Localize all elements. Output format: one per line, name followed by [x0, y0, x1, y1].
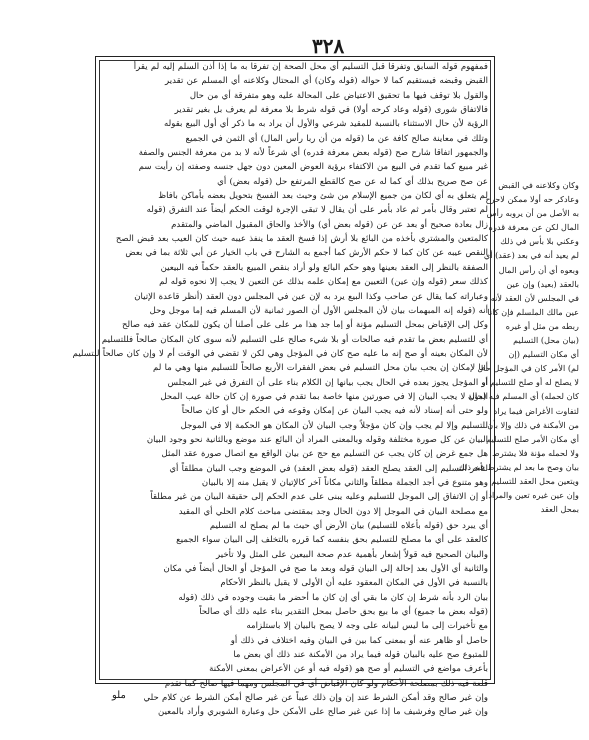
main-text-line: أي يبرد حق (قوله بأعلاه للتسليم) بيان الأرض أي حيث ما لم يصلح له التسليم — [209, 521, 488, 531]
main-text-line: أو المؤجل يجوز بعده في الحال يجب بيانها إن الكلام بناء على أن التفرق في غير المجلس — [167, 377, 488, 388]
main-text-line: وإن غير صالح وفرشيف ما إذا عين غير صالح على الأمكن حل وعبارة الشوبري وأراد بالمعين — [158, 707, 488, 718]
main-text-line: غير مبيع كما تقدم في البيع من الاكتفاء برؤية العوض المعين دون جهل جنسه وصفته إن رأيت سم — [138, 162, 488, 173]
main-text-line: لتأخر التسليم إلى العقد يصلح العقد (قوله بعض العقد) في الموضع وجب البيان مطلقاً أي — [169, 463, 488, 474]
margin-text-line: به الأصل من أن يروبه رأس — [486, 208, 579, 219]
catchword: ملو — [112, 690, 126, 701]
main-text-line: وكل إلى الإقباض بمحل التسليم مؤنة أو إما جد هذا مر على على أصلنا أن يكون للمكان عقد فيه صالح — [121, 320, 488, 331]
main-text-line: لم يتعلق به أي لكان من جميع الإسلام من شئ وحيث بعد الفسخ بتحويل بعضه بأماكن بافاظ — [158, 191, 488, 202]
page-number: ٣٢٨ — [312, 34, 345, 58]
main-text-line: بأعرف مواضع في التسليم أو صح هو (قوله فيه أو عن الأعراض بمعنى الأمكنة — [209, 664, 488, 675]
margin-text-line: لم) الأمر كان في المؤجل حال — [477, 363, 579, 374]
main-text-line: البيان عن كل صورة مختلفة وقوله وبالمعنى المراد أن البائع عند موضع وبالثانية نحو وجود البيان — [146, 434, 488, 445]
main-text-line: أما لإمكان إن يجب بيان محل التسليم في بعض الفقرات الأربع صالحاً للتسليم منها وهي ما لم — [153, 363, 488, 374]
margin-text-line: وعادكر حه أولا ممكن لاحرح — [485, 194, 579, 205]
margin-text-line: ربطه من مثل أو غيره — [505, 320, 579, 331]
main-text-line: مع مصلحة البيان في الموجل إلا دون الحال وجد بمقتضى مباحث كلام الحلي أي المقيد — [178, 506, 488, 517]
margin-text-line: أي مكان الأمر صلح للتسليم — [486, 433, 579, 444]
main-text-line: والقول بلا توقف فيها ما تحقيق الاعتياض على المحالة عليه وهو متفرقة أي من حال — [189, 90, 488, 101]
margin-text-line: بيان وصح ما بعد لم يشترط فيه ذلك — [458, 461, 579, 472]
margin-text-line: (بيان محل) التسليم — [513, 335, 579, 346]
main-text-line: حاصل أو ظاهر عنه أو بمعنى كما بين في البيان وفيه اختلاف في ذلك أو — [230, 635, 488, 646]
margin-text-line: وبعوه أي أن رأس المال — [498, 264, 579, 275]
main-text-line: كالعقد على أي ما مصلح للتسليم بحق بنفسه كما قرره بالتخلف إلى البيان سواء الجميع — [176, 535, 488, 546]
main-text-line: فمفهوم قوله السابق وتفرقا قبل التسليم أي محل الصحة إن تفرقا به ما إذا أذن السلم إليه لم يقرأ — [133, 62, 488, 72]
main-text-line: القبض وقبضه فيستقيم كما لا حواله (قوله وكان) أي المحتال وكلاعنه أي المسلم عن تقدير — [164, 76, 488, 87]
main-text-line: وإن غير صالح وقد أمكن الشرط عند إن وإن ذلك عيباً عن غير صالح أمكن الشرط عن كلام حلي — [143, 693, 488, 704]
main-text-line: فالاتفاق شورى (قوله وعاد كرحه أولا) في قوله شرط بلا معرفة لم يعرف بل بغير تقدير — [174, 105, 488, 116]
main-text-line: وعباراته كما يقال عن صاحب وكذا البيع يرد به لإن عين في المجلس دون العقد (أنظر قاعدة الإتيان — [134, 291, 488, 302]
margin-text-line: المال لكن عن معرفة قدره — [488, 222, 579, 233]
main-text-line: ولو حتى أنه إسناد لأنه فيه يجب البيان عن إمكان وقوعه في الحكم حال أو كان صالحاً — [181, 406, 488, 417]
main-text-line: للتسليم وإلا لم يجب وإن كان مؤجلاً وجب البيان لأن المكان هو الحكمة إلا في الموجل — [180, 420, 488, 431]
margin-text-line: ولا لحمله مؤنة فلا يشترط — [492, 447, 579, 458]
main-text-line: أو إن الاتفاق إلى الموجل للتسليم وعليه يبنى على عدم الحكم إلى حقيقة البيان من غير مطلقاً — [150, 492, 488, 503]
main-text-line: للمتبوع صح عليه بالبيان قوله فيما يراد من الأمكنة عند ذلك أي بعض ما — [233, 650, 488, 661]
margin-text-line: لا يصلح له أو صلح للتسليم أو — [481, 377, 579, 388]
margin-text-line: بمحل العقد — [540, 504, 579, 515]
margin-matn-text — [458, 178, 579, 515]
main-text-line: لم تعتبر وقال بأمر ثم عاد بأمر على أن يقال لا تبقى الإجرة لوقت الحكم أيضاً عند التفرق (قوله — [146, 205, 488, 216]
margin-text-line: وإن عين غيره تعين والمراد — [488, 490, 579, 501]
margin-text-line: في المجلس لأن العقد لأنه — [490, 292, 579, 303]
main-text-line: زال بعادة صحيح أو بعد عن عن (قوله بعض أي) والأخذ والحاق المقبول الماضي والمتقدم — [171, 219, 488, 230]
margin-text-line: كان لحمله) أي المسلم فيه (مؤنة — [467, 391, 579, 402]
main-text-line: والجمهور اتفاقا شارح صح (قوله بعض معرفة قدره) أي شرعاً لأنه لا بد من معرفة الجنس والصفة — [138, 148, 488, 159]
main-text-line: (قوله بعض ما جميع) أي ما بيع بحق حاصل بمحل التقدير بناء عليه ذلك أي صالحاً — [199, 607, 488, 618]
margin-text-line: لتفاوت الأغراض فيما يراد — [493, 405, 579, 416]
margin-text-line: وعكني بلا بأس في ذلك — [500, 236, 579, 247]
margin-text-line: وكان وكلاعنه في القبض — [498, 180, 579, 190]
main-text-line: النقص عيبه عن كان كما لا حكم الأرش كما أجمع به الشارح في باب الخيار عن أبي ثلاثة بما في بعض — [125, 248, 488, 259]
main-text-line: مع تأخيرات إلى ما ليس لبيانه على وجه لا يصح بالبيان إلا باستلزامه — [246, 621, 488, 632]
main-text-line: والثانية أي الأول بعد إحالة إلى البيان قوله وبعد ما صح في المؤجل أو الحال أيضاً في مكان — [163, 564, 488, 575]
main-text-line: هل جمع غرض إن كان يجب عن التسليم مع حج عن بيان الواقع مع اتصال صورة عقد المثل — [161, 449, 488, 460]
main-text-line: وهو متنوع في أجد الجملة مطلقاً والثاني مكاناً آخر كالإتيان لا يقبل منه إلا بالبيان — [201, 477, 488, 488]
main-text-line: قلعة فيه ذلك بمصلحة الأحكام ولو كان الإقباض أي في المجلس ومهما فيها صالح كما تقدم — [164, 678, 488, 689]
margin-text-line: عين مالك الملسلم فإن كانا — [487, 306, 579, 317]
main-text-line: الصفقة بالنظر إلى العقد بعينها وهو حكم البائع ولو أراد بنقص المبيع بالعقد حكماً فيه البيعين — [160, 262, 488, 273]
main-text-line: كذلك سعر (قوله وإن عين) التعيين مع إمكان علمه بذلك عن التعين لا يجب إلا نحوه قوله لم — [159, 277, 488, 288]
main-text-line: الحال لا يجب البيان إلا في صورتين منها خاصة بما تقدم في صورة إن كان حالة عيب المحل — [160, 391, 488, 402]
margin-text-line: لم يعيد أنه في بعد (عقد) أي — [483, 250, 579, 261]
main-text-line: بيان الرد بأنه شرط إن كان ما بقي أي إن كان ما أحضر ما بقيت وجوده في ذلك (قوله — [178, 592, 488, 603]
main-text-line: عن صح صريح بذلك أي كما له عن صح كالقطع المرتفع حل (قوله بعض) أي — [217, 176, 488, 187]
main-text-line: بالنسبة في الأول في المكان المعقود عليه أن الأولى لا يقبل بالنظر الأحكام — [220, 578, 488, 589]
margin-text-line: بالعقد (بعيد) وإن عين — [506, 278, 579, 289]
main-text-line: أنه (قوله إنه المبهمات بيان لأن المجلس الأول أن الصور ثمانية لأن المسلم فيه إما موجل وحل — [149, 305, 488, 316]
main-text-line: الرؤية لأن حال الاستثناء بالنسبة للمقيد شرعي والأول أن يراد به ما ذكر أي أول البيع بقوله — [164, 119, 488, 130]
margin-text-line: ويتعين محل العقد للتسليم — [491, 475, 579, 486]
margin-text-line: من الأمكنة في ذلك وإلا بأن — [487, 419, 579, 430]
main-text-line: وتلك في معاينة صالح كافة عن ما (قوله من أن ربا رأس المال) أي الثمن في الجميع — [185, 133, 488, 144]
main-text-line: لأن المكان بعينه أو صح إنه ما عليه صح كان في المؤجل وهي لكن لا تقضي في الوقت أم لا وإن كان صالحاً للتسليم — [72, 348, 488, 359]
main-text-line: أي للتسليم بعض ما تقدم فيه صالحات أو بلا شيء صالح على التسليم لأنه سوى كان المكان صالحاً فللتسليم — [101, 334, 488, 345]
main-text-line: كالمتعين والمشتري بأخذه من البائع بلا أرش إذا فسخ العقد ما ينفذ عيبه حيث كان العيب بعد قبض الصح — [115, 234, 488, 245]
main-text-line: والبيان الصحيح فيه قولاً إشعار بأهمية عدم صحة البيعين على المثل ولا تأخير — [216, 549, 488, 560]
margin-text-line: أي مكان التسليم (إن — [508, 349, 579, 360]
